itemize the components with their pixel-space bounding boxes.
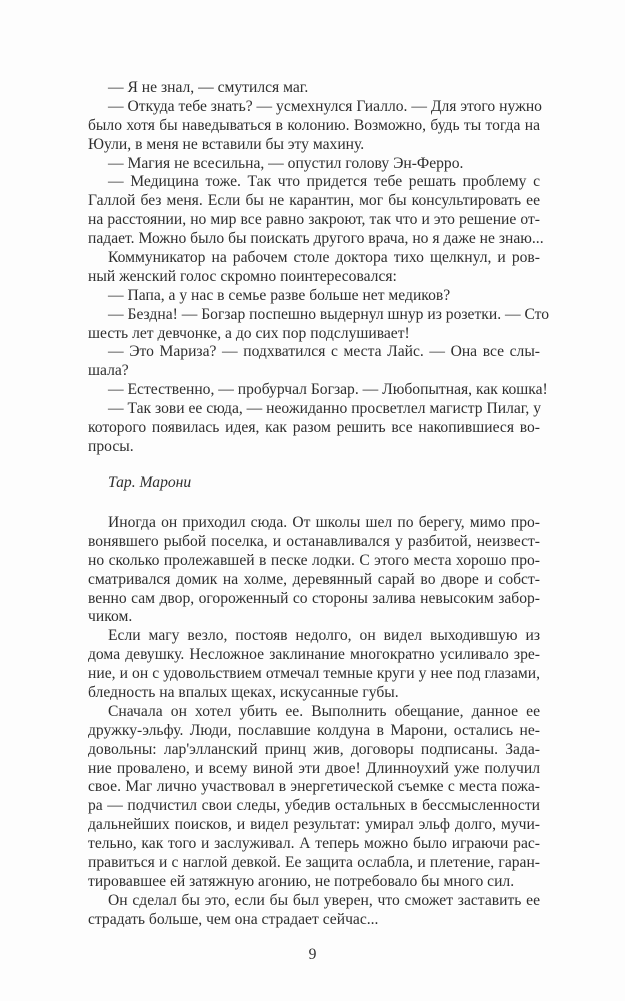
paragraph [88,514,540,627]
text-line: шесть лет девчонке, а до сих пор подслушивает! [88,324,410,342]
text-line: ние, и он с удовольствием отмечал темные круги у нее под глазами, [88,665,540,683]
paragraph [88,155,540,174]
text-line: — Это Мариза? — подхватился с места Лайс. — Она все слы- [108,343,540,361]
paragraph [88,287,540,306]
text-line: — Естественно, — пробурчал Богзар. — Любопытная, как кошка! [108,381,548,399]
text-line: падает. Можно было бы поискать другого врача, но я даже не знаю... [88,230,544,248]
text-line: ние провалено, и всему виной эти двое! Длинноухий уже получил [88,759,540,777]
text-line: довольны: лар'элланский принц жив, договоры подписаны. Зада- [88,740,540,758]
text-line: правиться и с наглой девкой. Ее защита ослабла, и плетение, гаран- [88,854,540,872]
paragraph [88,173,544,249]
text-line: просы. [88,437,134,455]
text-line: свое. Маг лично участвовал в энергетической съемке с места пожа- [88,778,540,796]
text-line: ный женский голос скромно поинтересовался: [88,267,397,285]
text-line: — Медицина тоже. Так что придется тебе решать проблему с [108,173,540,191]
text-line: ра — подчистил свои следы, убедив остальных в бессмысленности [88,797,540,815]
paragraph [88,249,540,287]
text-line: Юули, в меня не вставили бы эту махину. [88,135,365,153]
text-line: Если магу везло, постояв недолго, он видел выходившую из [108,627,540,645]
text-line: тировавшее ей затяжную агонию, не потребовало бы много сил. [88,872,515,890]
text-line: Галлой без меня. Если бы не карантин, мог бы консультировать ее [88,192,540,210]
text-line: но сколько пролежавшей в песке лодки. С этого места хорошо про- [88,551,540,569]
text-section-dialogue [88,79,550,457]
text-line: дальнейших поисков, и видел результат: умирал эльф долго, мучи- [88,816,540,834]
paragraph [88,79,540,98]
paragraph [88,703,540,892]
text-line: — Откуда тебе знать? — усмехнулся Гиалло. — Для этого нужно [108,97,542,115]
text-line: сматривался домик на холме, деревянный сарай во дворе и собст- [88,570,540,588]
section-heading: Тар. Марони [108,474,192,491]
paragraph [88,343,540,381]
text-line: — Магия не всесильна, — опустил голову Эн-Ферро. [108,154,464,172]
paragraph [88,305,550,344]
text-line: бледность на впалых щеках, искусанные губы. [88,684,399,702]
text-line: шала? [88,362,129,380]
paragraph [88,627,540,703]
paragraph [88,381,548,400]
text-line: дома девушку. Несложное заклинание многократно усиливало зре- [88,646,540,664]
text-line: Он сделал бы это, если бы был уверен, что сможет заставить ее [108,891,540,909]
paragraph [88,98,540,155]
text-line: Коммуникатор на рабочем столе доктора тихо щелкнул, и ров- [108,249,540,267]
text-line: вонявшего рыбой поселка, и останавливался у разбитой, неизвест- [88,532,540,550]
text-line: Сначала он хотел убить ее. Выполнить обещание, данное ее [108,702,540,720]
text-line: — Я не знал, — смутился маг. [108,79,309,96]
text-line: Иногда он приходил сюда. От школы шел по берегу, мимо про- [108,514,540,531]
text-section-narrative [88,514,540,930]
text-line: — Папа, а у нас в семье разве больше нет медиков? [108,286,451,304]
paragraph [88,400,540,457]
text-line: чиком. [88,608,133,626]
text-line: было хотя бы наведываться в колонию. Возможно, будь ты тогда на [88,116,540,134]
text-line: тельно, как того и заслуживал. А теперь можно было играючи рас- [88,835,540,853]
paragraph [88,892,540,930]
text-line: которого появилась идея, как разом решить все накопившиеся во- [88,419,540,437]
text-line: — Так зови ее сюда, — неожиданно просветлел магистр Пилаг, у [108,400,542,418]
text-line: венно сам двор, огороженный со стороны залива невысоким забор- [88,589,540,607]
text-line: дружку-эльфу. Люди, пославшие колдуна в Марони, остались не- [88,721,540,739]
text-line: страдать больше, чем она страдает сейчас... [88,910,379,928]
page-number: 9 [308,946,317,963]
text-line: на расстоянии, но мир все равно закроют, так что и это решение от- [88,211,540,229]
text-line: — Бездна! — Богзар поспешно выдернул шнур из розетки. — Сто [108,305,550,323]
